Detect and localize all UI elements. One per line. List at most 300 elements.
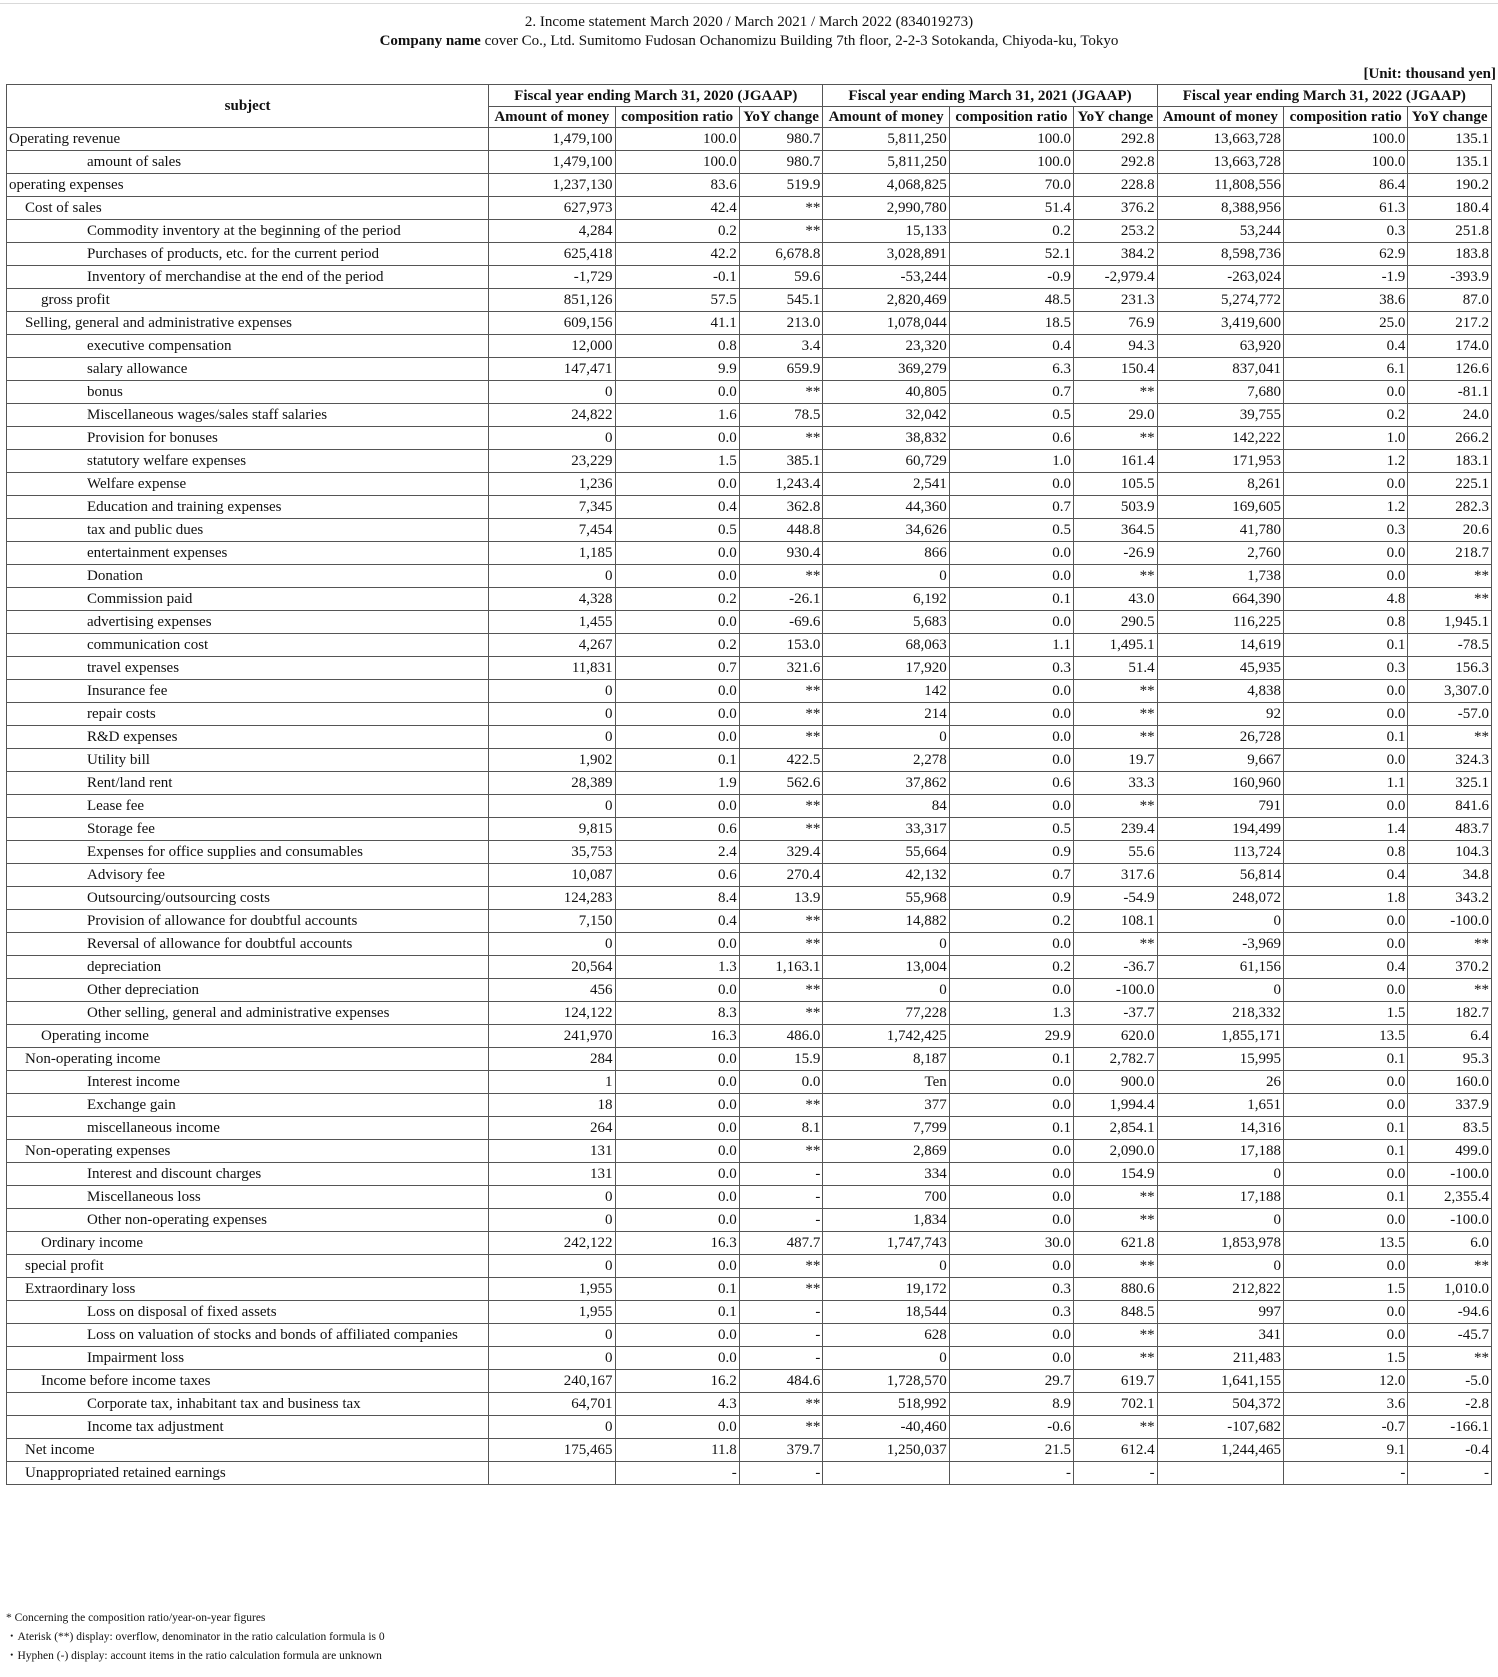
cell-ratio: 0.0 [615, 1209, 739, 1232]
cell-amount: 240,167 [489, 1370, 615, 1393]
cell-yoy: ** [1074, 933, 1158, 956]
cell-yoy: 270.4 [739, 864, 823, 887]
row-label: Other depreciation [7, 979, 489, 1002]
cell-amount: 0 [823, 1347, 949, 1370]
cell-yoy: -81.1 [1408, 381, 1492, 404]
cell-ratio: 0.7 [615, 657, 739, 680]
cell-amount: 11,831 [489, 657, 615, 680]
cell-yoy: 266.2 [1408, 427, 1492, 450]
cell-amount: 53,244 [1157, 220, 1283, 243]
cell-ratio: 1.5 [1284, 1278, 1408, 1301]
cell-amount: 4,267 [489, 634, 615, 657]
document-header [0, 13, 1498, 51]
cell-amount: 61,156 [1157, 956, 1283, 979]
cell-ratio: 0.0 [1284, 565, 1408, 588]
cell-yoy: 1,243.4 [739, 473, 823, 496]
cell-amount: 5,683 [823, 611, 949, 634]
cell-yoy: ** [739, 726, 823, 749]
table-row [7, 1094, 1492, 1117]
cell-yoy: ** [1074, 795, 1158, 818]
cell-ratio: 1.2 [1284, 450, 1408, 473]
cell-yoy: 545.1 [739, 289, 823, 312]
cell-amount: 0 [489, 726, 615, 749]
cell-yoy: 108.1 [1074, 910, 1158, 933]
cell-amount: 8,187 [823, 1048, 949, 1071]
cell-ratio: 0.0 [615, 611, 739, 634]
cell-amount: 284 [489, 1048, 615, 1071]
row-label: Inventory of merchandise at the end of the period [7, 266, 489, 289]
cell-ratio: 18.5 [949, 312, 1073, 335]
cell-amount: 9,667 [1157, 749, 1283, 772]
cell-ratio: 8.3 [615, 1002, 739, 1025]
cell-yoy: 499.0 [1408, 1140, 1492, 1163]
cell-amount: 45,935 [1157, 657, 1283, 680]
cell-ratio: 0.7 [949, 864, 1073, 887]
cell-ratio: 0.2 [615, 588, 739, 611]
row-label: Welfare expense [7, 473, 489, 496]
cell-yoy: 43.0 [1074, 588, 1158, 611]
row-label: operating expenses [7, 174, 489, 197]
row-label: Education and training expenses [7, 496, 489, 519]
cell-amount: 17,188 [1157, 1140, 1283, 1163]
cell-ratio: 0.0 [1284, 542, 1408, 565]
cell-ratio: 61.3 [1284, 197, 1408, 220]
table-row [7, 1393, 1492, 1416]
table-row [7, 657, 1492, 680]
cell-amount: 1,728,570 [823, 1370, 949, 1393]
cell-amount: 116,225 [1157, 611, 1283, 634]
cell-yoy: ** [1074, 726, 1158, 749]
table-row [7, 1255, 1492, 1278]
cell-ratio: 0.0 [949, 1347, 1073, 1370]
cell-yoy: 154.9 [1074, 1163, 1158, 1186]
cell-yoy: 174.0 [1408, 335, 1492, 358]
cell-ratio: 16.3 [615, 1232, 739, 1255]
cell-amount: 160,960 [1157, 772, 1283, 795]
cell-amount: 1,738 [1157, 565, 1283, 588]
cell-ratio: 0.3 [949, 1278, 1073, 1301]
cell-amount: 1,853,978 [1157, 1232, 1283, 1255]
cell-ratio: 41.1 [615, 312, 739, 335]
cell-ratio: - [615, 1462, 739, 1485]
cell-amount: 0 [823, 1255, 949, 1278]
col-amount-header: Amount of money [1157, 107, 1283, 128]
cell-yoy: 292.8 [1074, 128, 1158, 151]
cell-yoy: 337.9 [1408, 1094, 1492, 1117]
row-label: Loss on valuation of stocks and bonds of affiliated companies [7, 1324, 489, 1347]
cell-yoy: 15.9 [739, 1048, 823, 1071]
table-row [7, 634, 1492, 657]
cell-ratio: 0.0 [615, 1048, 739, 1071]
cell-ratio: 0.0 [949, 933, 1073, 956]
cell-amount: 214 [823, 703, 949, 726]
cell-yoy: - [739, 1462, 823, 1485]
cell-amount [823, 1462, 949, 1485]
cell-ratio: 0.0 [615, 542, 739, 565]
col-yoy-header: YoY change [1074, 107, 1158, 128]
row-label: Commodity inventory at the beginning of the period [7, 220, 489, 243]
cell-amount: 1,455 [489, 611, 615, 634]
cell-ratio: 0.0 [615, 933, 739, 956]
cell-amount: 1,955 [489, 1301, 615, 1324]
row-label: Provision for bonuses [7, 427, 489, 450]
cell-amount: 4,328 [489, 588, 615, 611]
cell-yoy: 379.7 [739, 1439, 823, 1462]
cell-ratio: 0.8 [1284, 841, 1408, 864]
cell-amount [1157, 1462, 1283, 1485]
col-ratio-header: composition ratio [1284, 107, 1408, 128]
cell-ratio: 0.0 [949, 979, 1073, 1002]
cell-amount: 18,544 [823, 1301, 949, 1324]
cell-ratio: 2.4 [615, 841, 739, 864]
cell-yoy: 156.3 [1408, 657, 1492, 680]
row-label: repair costs [7, 703, 489, 726]
cell-ratio: 48.5 [949, 289, 1073, 312]
cell-yoy: - [739, 1186, 823, 1209]
cell-ratio: 70.0 [949, 174, 1073, 197]
cell-ratio: 0.0 [615, 427, 739, 450]
cell-yoy: 6.4 [1408, 1025, 1492, 1048]
row-label: Non-operating income [7, 1048, 489, 1071]
table-row [7, 266, 1492, 289]
row-label: Income tax adjustment [7, 1416, 489, 1439]
cell-yoy: -2,979.4 [1074, 266, 1158, 289]
cell-amount: 14,882 [823, 910, 949, 933]
cell-ratio: 57.5 [615, 289, 739, 312]
cell-ratio: 0.0 [949, 680, 1073, 703]
cell-amount: 5,811,250 [823, 128, 949, 151]
cell-yoy: ** [739, 197, 823, 220]
footnote: ・Hyphen (-) display: account items in the ratio calculation formula are unknown [6, 1650, 382, 1662]
cell-amount: 628 [823, 1324, 949, 1347]
cell-yoy: -45.7 [1408, 1324, 1492, 1347]
cell-yoy: 612.4 [1074, 1439, 1158, 1462]
cell-ratio: 4.3 [615, 1393, 739, 1416]
table-row [7, 312, 1492, 335]
table-row [7, 749, 1492, 772]
table-row [7, 841, 1492, 864]
cell-amount: 1,902 [489, 749, 615, 772]
cell-ratio: 0.1 [949, 588, 1073, 611]
cell-amount: 33,317 [823, 818, 949, 841]
table-row [7, 220, 1492, 243]
cell-ratio: 0.5 [949, 818, 1073, 841]
cell-amount: 0 [489, 703, 615, 726]
company-value: cover Co., Ltd. Sumitomo Fudosan Ochanomizu Building 7th floor, 2-2-3 Sotokanda, Chiyoda-ku, Tokyo [484, 33, 1119, 49]
row-label: executive compensation [7, 335, 489, 358]
table-row [7, 864, 1492, 887]
cell-amount: 7,150 [489, 910, 615, 933]
cell-ratio: 30.0 [949, 1232, 1073, 1255]
cell-yoy: 104.3 [1408, 841, 1492, 864]
cell-yoy: 659.9 [739, 358, 823, 381]
cell-ratio: 0.3 [1284, 220, 1408, 243]
cell-yoy: ** [1408, 588, 1492, 611]
cell-amount: 664,390 [1157, 588, 1283, 611]
subject-header: subject [7, 85, 489, 128]
cell-ratio: 3.6 [1284, 1393, 1408, 1416]
cell-amount: 7,345 [489, 496, 615, 519]
cell-ratio: 0.9 [949, 887, 1073, 910]
cell-ratio: 0.0 [615, 1163, 739, 1186]
cell-yoy: -37.7 [1074, 1002, 1158, 1025]
cell-yoy: 930.4 [739, 542, 823, 565]
cell-amount: 68,063 [823, 634, 949, 657]
cell-amount: 4,068,825 [823, 174, 949, 197]
table-row [7, 956, 1492, 979]
cell-ratio: 1.8 [1284, 887, 1408, 910]
cell-ratio: 0.2 [949, 956, 1073, 979]
table-row [7, 542, 1492, 565]
row-label: Exchange gain [7, 1094, 489, 1117]
cell-ratio: - [949, 1462, 1073, 1485]
table-row [7, 703, 1492, 726]
cell-ratio: -1.9 [1284, 266, 1408, 289]
table-row [7, 496, 1492, 519]
cell-ratio: 0.1 [1284, 1140, 1408, 1163]
cell-ratio: 0.4 [1284, 864, 1408, 887]
table-row [7, 1416, 1492, 1439]
row-label: special profit [7, 1255, 489, 1278]
cell-yoy: 292.8 [1074, 151, 1158, 174]
cell-yoy: 51.4 [1074, 657, 1158, 680]
cell-amount: -107,682 [1157, 1416, 1283, 1439]
cell-yoy: -36.7 [1074, 956, 1158, 979]
cell-ratio: 0.3 [1284, 657, 1408, 680]
cell-ratio: 1.3 [615, 956, 739, 979]
cell-ratio: 0.0 [1284, 381, 1408, 404]
cell-amount: -263,024 [1157, 266, 1283, 289]
table-row [7, 979, 1492, 1002]
table-row [7, 1462, 1492, 1485]
cell-amount: 1,236 [489, 473, 615, 496]
cell-yoy: 13.9 [739, 887, 823, 910]
row-label: Operating income [7, 1025, 489, 1048]
cell-ratio: 0.0 [1284, 795, 1408, 818]
cell-ratio: 0.0 [949, 1209, 1073, 1232]
table-row [7, 1071, 1492, 1094]
row-label: amount of sales [7, 151, 489, 174]
cell-amount: 10,087 [489, 864, 615, 887]
cell-yoy: 34.8 [1408, 864, 1492, 887]
cell-ratio: 0.0 [1284, 749, 1408, 772]
cell-ratio: 0.2 [949, 910, 1073, 933]
cell-ratio: 8.9 [949, 1393, 1073, 1416]
cell-yoy: -78.5 [1408, 634, 1492, 657]
cell-amount: 0 [823, 565, 949, 588]
cell-yoy: -0.4 [1408, 1439, 1492, 1462]
cell-amount: 4,838 [1157, 680, 1283, 703]
cell-yoy: ** [1408, 726, 1492, 749]
cell-amount: 1,250,037 [823, 1439, 949, 1462]
cell-yoy: ** [1074, 1255, 1158, 1278]
cell-yoy: - [739, 1301, 823, 1324]
table-row [7, 1324, 1492, 1347]
cell-ratio: 52.1 [949, 243, 1073, 266]
cell-yoy: ** [1074, 680, 1158, 703]
cell-ratio: 0.0 [949, 611, 1073, 634]
row-label: Corporate tax, inhabitant tax and business tax [7, 1393, 489, 1416]
cell-yoy: 1,163.1 [739, 956, 823, 979]
cell-ratio: 0.0 [949, 795, 1073, 818]
cell-ratio: 25.0 [1284, 312, 1408, 335]
cell-amount: 131 [489, 1140, 615, 1163]
cell-yoy: 183.8 [1408, 243, 1492, 266]
cell-yoy: -100.0 [1408, 1163, 1492, 1186]
cell-ratio: 0.4 [1284, 956, 1408, 979]
cell-amount: 456 [489, 979, 615, 1002]
row-label: entertainment expenses [7, 542, 489, 565]
cell-amount: -53,244 [823, 266, 949, 289]
row-label: Utility bill [7, 749, 489, 772]
cell-amount: 18 [489, 1094, 615, 1117]
cell-amount: 0 [489, 1324, 615, 1347]
cell-amount: 13,663,728 [1157, 128, 1283, 151]
cell-ratio: 0.1 [1284, 1048, 1408, 1071]
cell-yoy: 2,782.7 [1074, 1048, 1158, 1071]
cell-yoy: 562.6 [739, 772, 823, 795]
cell-yoy: 841.6 [1408, 795, 1492, 818]
cell-amount: 0 [489, 565, 615, 588]
cell-yoy: -94.6 [1408, 1301, 1492, 1324]
cell-yoy: 33.3 [1074, 772, 1158, 795]
row-label: statutory welfare expenses [7, 450, 489, 473]
cell-amount: 341 [1157, 1324, 1283, 1347]
cell-ratio: 0.0 [615, 1140, 739, 1163]
cell-yoy: 1,945.1 [1408, 611, 1492, 634]
cell-ratio: 1.6 [615, 404, 739, 427]
cell-ratio: 0.0 [1284, 933, 1408, 956]
cell-amount: 142,222 [1157, 427, 1283, 450]
col-yoy-header: YoY change [1408, 107, 1492, 128]
table-row [7, 910, 1492, 933]
table-row [7, 427, 1492, 450]
period-header-2021: Fiscal year ending March 31, 2021 (JGAAP) [823, 85, 1157, 107]
cell-ratio: 13.5 [1284, 1232, 1408, 1255]
cell-ratio: 0.3 [949, 1301, 1073, 1324]
cell-ratio: 0.0 [949, 1071, 1073, 1094]
col-amount-header: Amount of money [823, 107, 949, 128]
cell-yoy: 3.4 [739, 335, 823, 358]
cell-yoy: -26.1 [739, 588, 823, 611]
cell-ratio: 100.0 [615, 151, 739, 174]
cell-yoy: 900.0 [1074, 1071, 1158, 1094]
row-label: Provision of allowance for doubtful accounts [7, 910, 489, 933]
cell-yoy: 620.0 [1074, 1025, 1158, 1048]
cell-yoy: 1,495.1 [1074, 634, 1158, 657]
cell-ratio: 0.4 [1284, 335, 1408, 358]
cell-amount: 2,869 [823, 1140, 949, 1163]
cell-amount: 1,747,743 [823, 1232, 949, 1255]
cell-ratio: 0.4 [949, 335, 1073, 358]
cell-yoy: ** [1074, 1347, 1158, 1370]
cell-ratio: 12.0 [1284, 1370, 1408, 1393]
cell-amount: 377 [823, 1094, 949, 1117]
cell-ratio: 0.0 [615, 473, 739, 496]
cell-amount: 17,188 [1157, 1186, 1283, 1209]
cell-amount: 124,283 [489, 887, 615, 910]
cell-yoy: ** [1408, 1255, 1492, 1278]
footnote: * Concerning the composition ratio/year-on-year figures [6, 1612, 266, 1624]
row-label: miscellaneous income [7, 1117, 489, 1140]
cell-ratio: 0.0 [615, 680, 739, 703]
cell-amount: 241,970 [489, 1025, 615, 1048]
cell-ratio: 0.0 [949, 1324, 1073, 1347]
cell-amount: 14,619 [1157, 634, 1283, 657]
row-label: Operating revenue [7, 128, 489, 151]
cell-amount: 0 [1157, 1163, 1283, 1186]
cell-yoy: 213.0 [739, 312, 823, 335]
cell-yoy: - [1408, 1462, 1492, 1485]
cell-ratio: 0.0 [615, 1324, 739, 1347]
cell-amount: 1,185 [489, 542, 615, 565]
cell-amount: 12,000 [489, 335, 615, 358]
period-header-2022: Fiscal year ending March 31, 2022 (JGAAP) [1157, 85, 1491, 107]
cell-amount: 3,028,891 [823, 243, 949, 266]
row-label: Other non-operating expenses [7, 1209, 489, 1232]
cell-amount: 64,701 [489, 1393, 615, 1416]
table-row [7, 1232, 1492, 1255]
cell-amount: 0 [823, 726, 949, 749]
table-row [7, 795, 1492, 818]
table-row [7, 1347, 1492, 1370]
cell-ratio: 9.9 [615, 358, 739, 381]
cell-amount: 4,284 [489, 220, 615, 243]
cell-yoy: -57.0 [1408, 703, 1492, 726]
cell-yoy: 621.8 [1074, 1232, 1158, 1255]
cell-amount: 0 [1157, 1209, 1283, 1232]
cell-ratio: 6.3 [949, 358, 1073, 381]
cell-yoy: 503.9 [1074, 496, 1158, 519]
cell-yoy: 486.0 [739, 1025, 823, 1048]
cell-yoy: -166.1 [1408, 1416, 1492, 1439]
table-row [7, 243, 1492, 266]
cell-amount: 17,920 [823, 657, 949, 680]
cell-ratio: 0.6 [949, 427, 1073, 450]
cell-ratio: 0.0 [949, 565, 1073, 588]
cell-amount: 212,822 [1157, 1278, 1283, 1301]
cell-yoy: ** [1408, 1347, 1492, 1370]
cell-amount: 23,229 [489, 450, 615, 473]
cell-amount: 609,156 [489, 312, 615, 335]
cell-yoy: ** [1074, 427, 1158, 450]
cell-ratio: 0.1 [1284, 1186, 1408, 1209]
cell-yoy: 370.2 [1408, 956, 1492, 979]
row-label: bonus [7, 381, 489, 404]
cell-ratio: -0.6 [949, 1416, 1073, 1439]
cell-amount: 1,078,044 [823, 312, 949, 335]
cell-ratio: 0.8 [615, 335, 739, 358]
cell-amount: 1,955 [489, 1278, 615, 1301]
cell-amount: 13,663,728 [1157, 151, 1283, 174]
cell-ratio: 83.6 [615, 174, 739, 197]
footnote: ・Aterisk (**) display: overflow, denominator in the ratio calculation formula is 0 [6, 1631, 385, 1643]
cell-ratio: 0.0 [1284, 910, 1408, 933]
cell-amount: -1,729 [489, 266, 615, 289]
cell-ratio: 0.0 [949, 1163, 1073, 1186]
cell-ratio: 0.0 [615, 381, 739, 404]
cell-ratio: -0.1 [615, 266, 739, 289]
cell-yoy: 422.5 [739, 749, 823, 772]
cell-amount: 625,418 [489, 243, 615, 266]
table-row [7, 450, 1492, 473]
cell-ratio: 0.0 [1284, 680, 1408, 703]
cell-yoy: 0.0 [739, 1071, 823, 1094]
cell-yoy: ** [1074, 1186, 1158, 1209]
cell-yoy: 1,010.0 [1408, 1278, 1492, 1301]
table-row [7, 335, 1492, 358]
cell-yoy: 1,994.4 [1074, 1094, 1158, 1117]
